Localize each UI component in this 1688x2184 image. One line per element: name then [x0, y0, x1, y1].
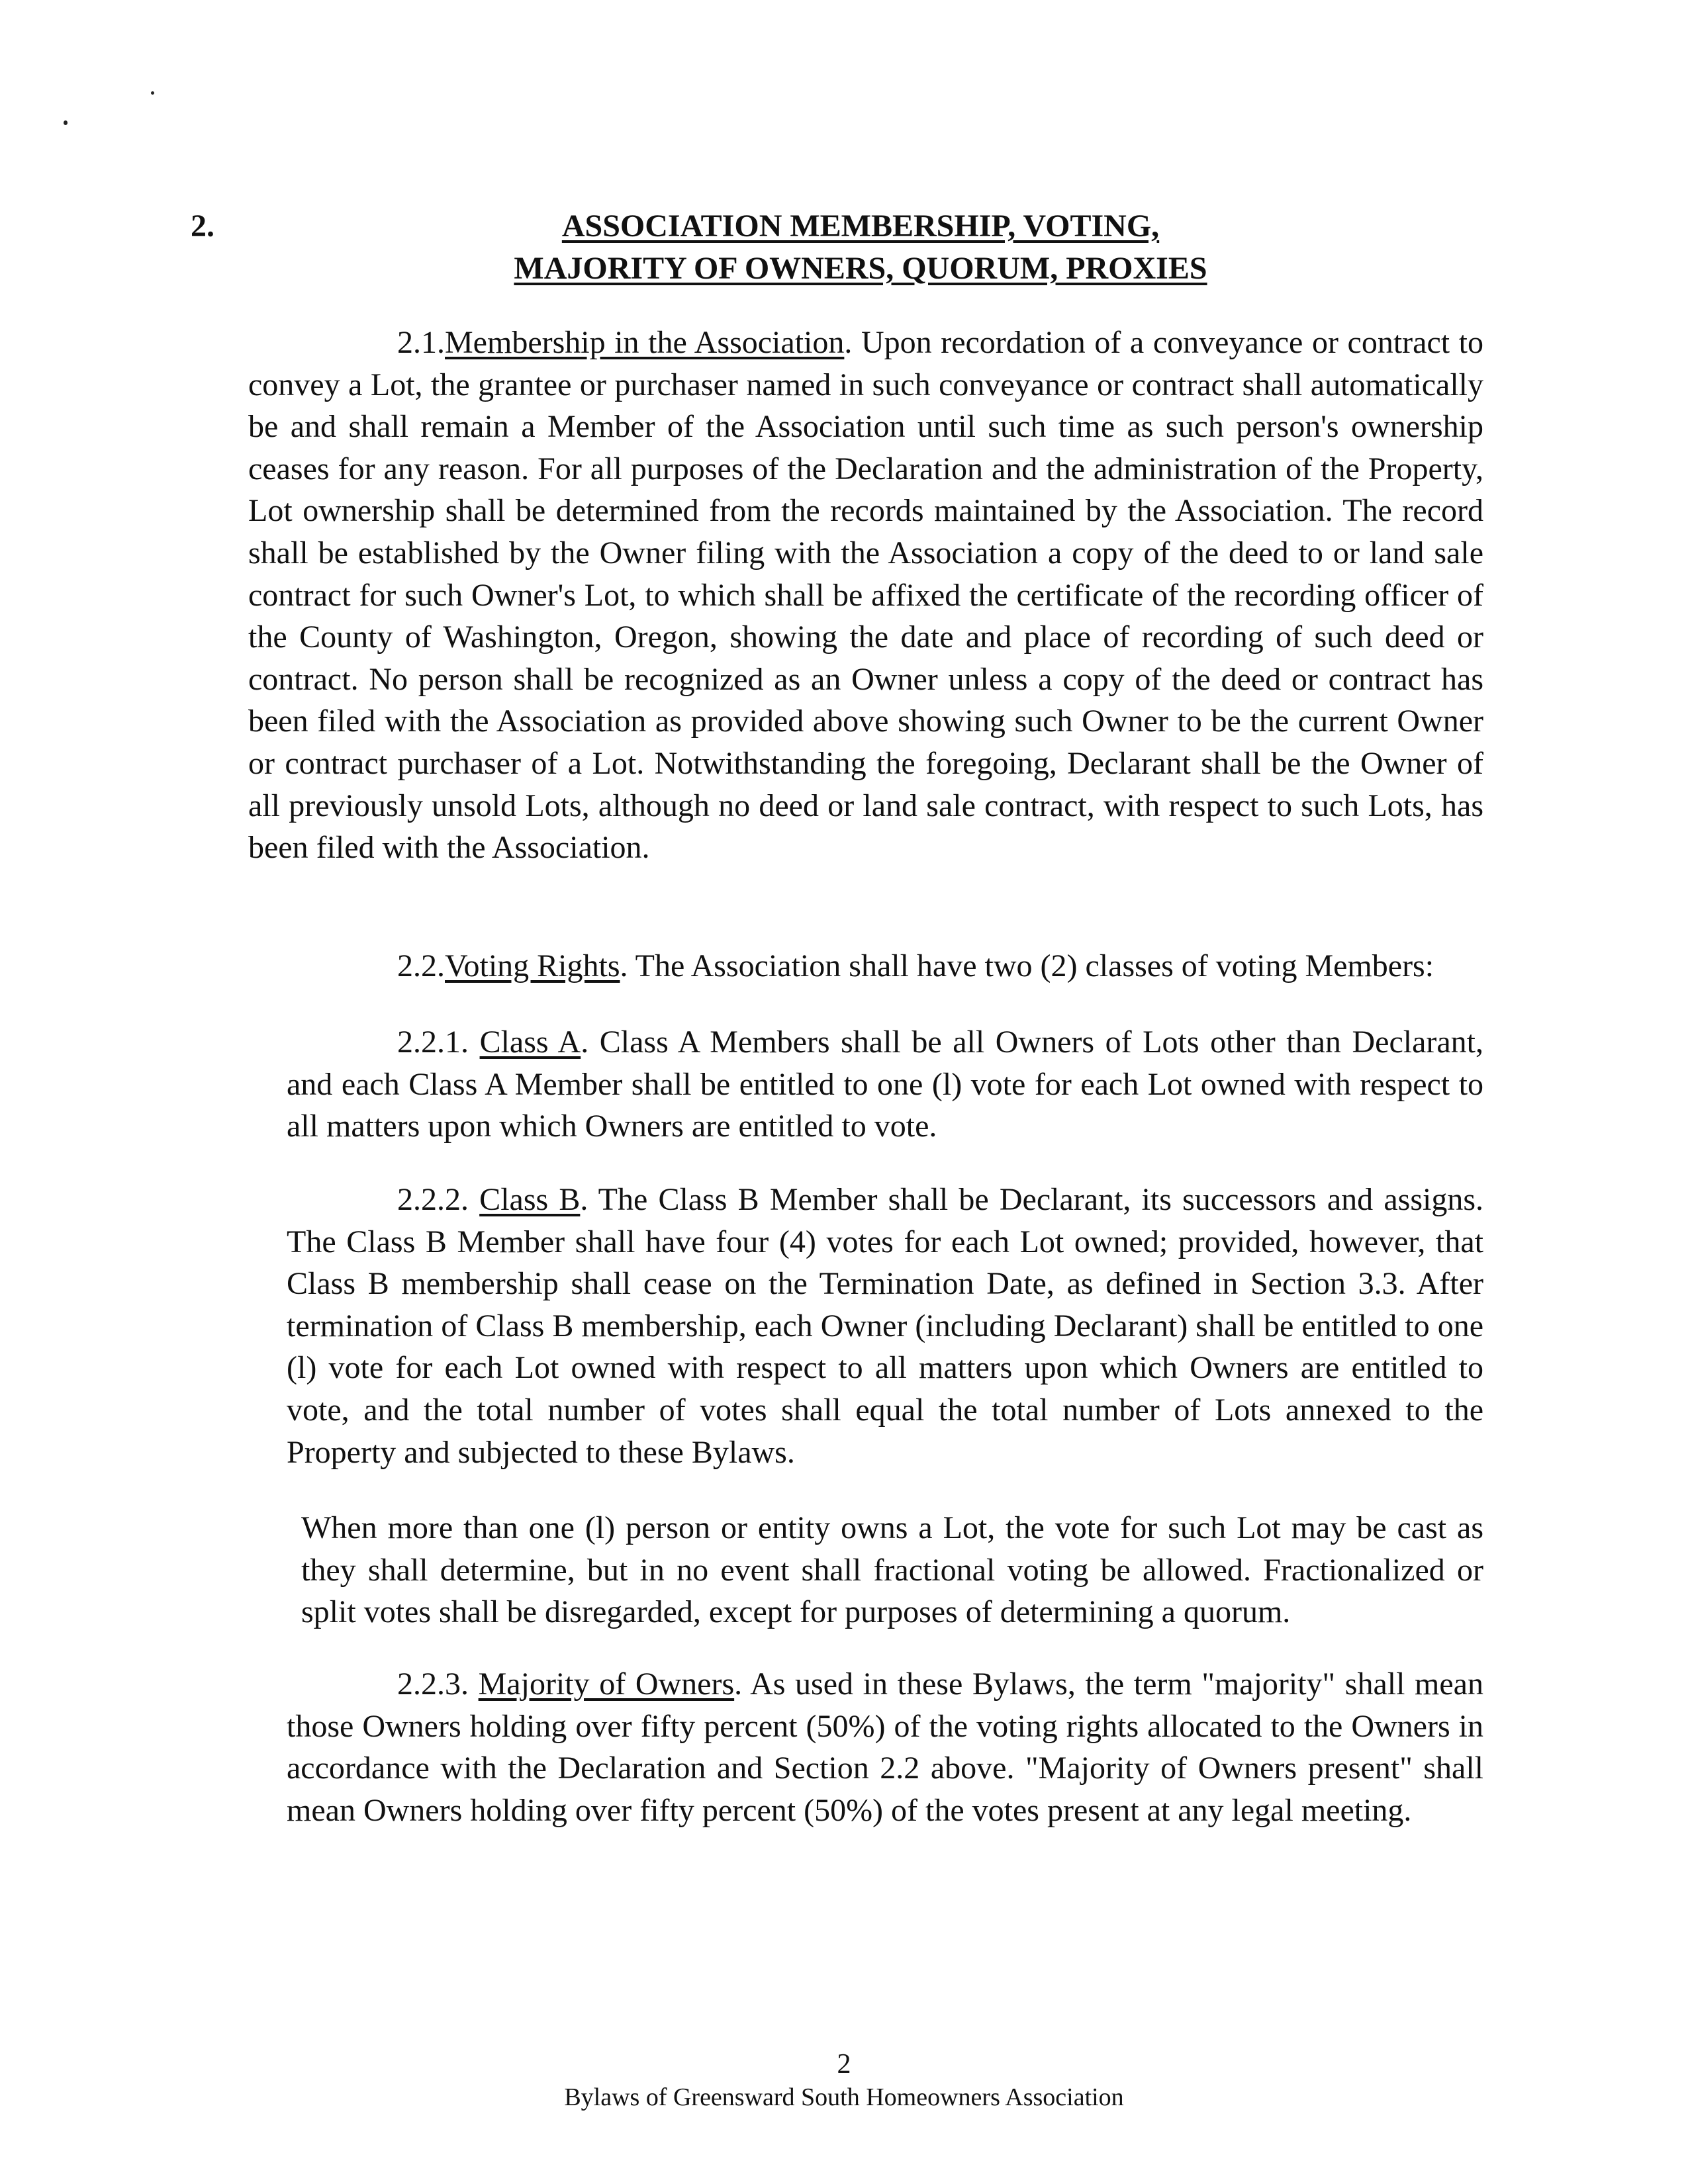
paragraph-2-2-1-class-a: [287, 1021, 1483, 1148]
paragraph-fractional-voting: When more than one (l) person or entity owns a Lot, the vote for such Lot may be cast as they shall determine, but in no event shall fractional voting be allowed. Fractionalized or split votes shall be disregarded, except for purposes of determining a quorum.: [301, 1510, 1483, 1630]
paragraph-number: 2.2.: [397, 948, 445, 983]
paragraph-2-2-voting-rights: [248, 945, 1483, 987]
paragraph-text: . Class A Members shall be all Owners of Lots other than Declarant, and each Class A Member shall be entitled to one (l) vote for each Lot owned with respect to all matters upon which Owners are entitled to vote.: [287, 1024, 1484, 1144]
section-heading-line-2: MAJORITY OF OWNERS, QUORUM, PROXIES: [514, 251, 1207, 286]
page-number: 2: [837, 2049, 851, 2079]
paragraph-2-2-3-majority-of-owners: [287, 1663, 1483, 1831]
paragraph-number: 2.2.3.: [397, 1666, 479, 1702]
section-number: 2.: [191, 208, 214, 244]
paragraph-text: . Upon recordation of a conveyance or contract to convey a Lot, the grantee or purchaser named in such conveyance or contract shall automatically be and shall remain a Member of the Association until such time as such person's ownership ceases for any reason. For all purposes of the Declaration and the administration of the Property, Lot ownership shall be determined from the records maintained by the Association. The record shall be established by the Owner filing with the Association a copy of the deed to or land sale contract for such Owner's Lot, to which shall be affixed the certificate of the recording officer of the County of Washington, Oregon, showing the date and place of recording of such deed or contract. No person shall be recognized as an Owner unless a copy of the deed or contract has been filed with the Association as provided above showing such Owner to be the current Owner or contract purchaser of a Lot. Notwithstanding the foregoing, Declarant shall be the Owner of all previously unsold Lots, although no deed or land sale contract, with respect to such Lots, has been filed with the Association.: [248, 325, 1484, 866]
paragraph-2-1-membership: [248, 322, 1483, 869]
paragraph-text: . The Class B Member shall be Declarant, its successors and assigns. The Class B Member shall have four (4) votes for each Lot owned; provided, however, that Class B membership shall cease on the Termination Date, as defined in Section 3.3. After termination of Class B membership, each Owner (including Declarant) shall be entitled to one (l) vote for each Lot owned with respect to all matters upon which Owners are entitled to vote, and the total number of votes shall equal the total number of Lots annexed to the Property and subjected to these Bylaws.: [287, 1182, 1484, 1470]
section-heading: [238, 205, 1483, 290]
paragraph-title: Class B: [479, 1182, 581, 1217]
paragraph-title: Majority of Owners: [478, 1666, 735, 1702]
paragraph-number: 2.1.: [397, 325, 445, 360]
paragraph-text: . As used in these Bylaws, the term "majority" shall mean those Owners holding over fifty percent (50%) of the voting rights allocated to the Owners in accordance with the Declaration and Section 2.2 above. "Majority of Owners present" shall mean Owners holding over fifty percent (50%) of the votes present at any legal meeting.: [287, 1666, 1483, 1828]
paragraph-text: . The Association shall have two (2) classes of voting Members:: [620, 948, 1434, 983]
paragraph-2-2-2-class-b: [287, 1179, 1483, 1473]
paragraph-title: Class A: [479, 1024, 581, 1060]
paragraph-number: 2.2.2.: [397, 1182, 480, 1217]
paragraph-title: Voting Rights: [445, 948, 620, 983]
scan-speck: [64, 120, 68, 125]
paragraph-title: Membership in the Association: [445, 325, 845, 360]
paragraph-number: 2.2.1.: [397, 1024, 480, 1060]
section-heading-line-1: ASSOCIATION MEMBERSHIP, VOTING,: [561, 208, 1160, 244]
scan-speck: [151, 91, 154, 95]
footer-title: Bylaws of Greensward South Homeowners Association: [564, 2083, 1124, 2111]
